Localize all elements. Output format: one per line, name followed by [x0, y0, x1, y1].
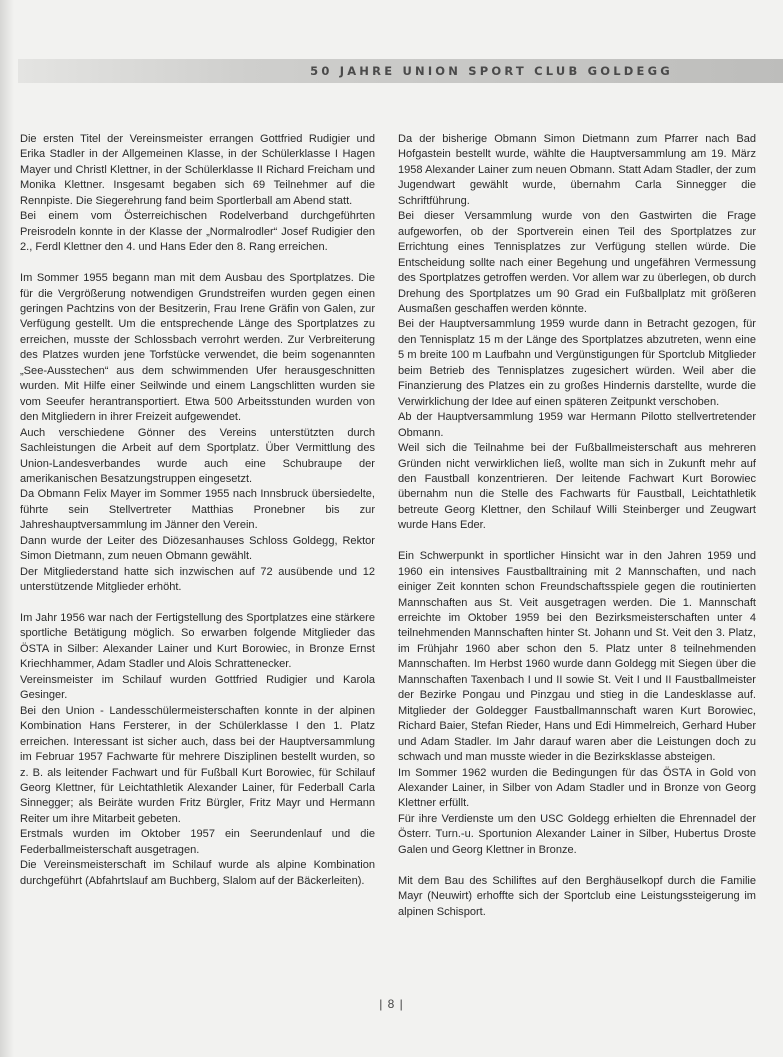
paragraph: Bei den Union - Landesschülermeisterschaften konnte in der alpinen Kombination Hans Fersterer, in der Schülerklasse I den 1. Platz erreichen. Interessant ist sicher auch, dass bei der Hauptversammlung im Februar 1957 Fachwarte für mehrere Disziplinen bestellt wurden, so z. B. als leitender Fachwart und für Fußball Kurt Borowiec, für Schilauf Georg Klettner, für Leichtathletik Alexander Lainer, für Federball Carla Sinnegger; als Beiräte wurden Fritz Bürgler, Fritz Mayr und Hermann Reiter um ihre Mitarbeit gebeten.	[20, 704, 375, 825]
paragraph: Vereinsmeister im Schilauf wurden Gottfried Rudigier und Karola Gesinger.	[20, 673, 375, 702]
paragraph: Erstmals wurden im Oktober 1957 ein Seerundenlauf und die Federballmeisterschaft ausgetragen.	[20, 828, 375, 856]
paragraph: Weil sich die Teilnahme bei der Fußballmeisterschaft aus mehreren Gründen nicht verwirklichen ließ, wollte man sich in Zukunft mehr auf den Faustball konzentrieren. Der leitende Fachwart Kurt Borowiec übernahm nun die Stelle des Fachwarts für Faustball, Leichtathletik betreute Georg Klettner, den Schilauf Willi Steinberger und Zeugwart wurde Hans Eder.	[398, 442, 756, 532]
page-edge-shadow	[0, 0, 14, 1057]
paragraph: Der Mitgliederstand hatte sich inzwischen auf 72 ausübende und 12 unterstützende Mitglieder erhöht.	[20, 565, 375, 594]
running-header-title: 50 JAHRE UNION SPORT CLUB GOLDEGG	[310, 64, 673, 78]
paragraph: Im Sommer 1955 begann man mit dem Ausbau des Sportplatzes. Die für die Vergrößerung notwendigen Grundstreifen wurden gegen einen geringen Pachtzins von der Besitzerin, Frau Irene Gräfin von Galen, zur Verfügung gestellt. Um die entsprechende Länge des Sportplatzes zu erreichen, musste der Schlossbach verrohrt werden. Zur Verbreiterung des Platzes wurden jene Torfstücke verwendet, die beim sogenannten „See-Ausstechen“ aus dem schwimmenden Ufer herausgeschnitten wurden. Mit Hilfe einer Seilwinde und einem Langschlitten wurden sie vom Seeufer herantransportiert. Etwa 500 Arbeitsstunden wurden von den Mitgliedern in ihrer Freizeit aufgewendet.	[20, 272, 375, 424]
paragraph: Da der bisherige Obmann Simon Dietmann zum Pfarrer nach Bad Hofgastein bestellt wurde, wählte die Hauptversammlung am 19. März 1958 Alexander Lainer zum neuen Obmann. Statt Adam Stadler, der zum Jugendwart gewählt wurde, übernahm Carla Sinnegger die Schriftführung.	[398, 133, 756, 207]
left-text-column	[20, 132, 375, 889]
paragraph: Bei dieser Versammlung wurde von den Gastwirten die Frage aufgeworfen, ob der Sportverein einen Teil des Sportplatzes zur Errichtung eines Tennisplatzes zur Verfügung stellen würde. Die Entscheidung sollte nach einer Begehung und ungefähren Vermessung des Sportplatzes getroffen werden. Vor allem war zu überlegen, ob durch Drehung des Sportplatzes um 90 Grad ein Fußballplatz mit größeren Ausmaßen geschaffen werden könnte.	[398, 210, 756, 315]
paragraph: Dann wurde der Leiter des Diözesanhauses Schloss Goldegg, Rektor Simon Dietmann, zum neuen Obmann gewählt.	[20, 534, 375, 563]
paragraph: Ab der Hauptversammlung 1959 war Hermann Pilotto stellvertretender Obmann.	[398, 411, 756, 439]
paragraph: Im Sommer 1962 wurden die Bedingungen für das ÖSTA in Gold von Alexander Lainer, in Silber von Adam Stadler und in Bronze von Georg Klettner erfüllt.	[398, 766, 756, 810]
paragraph: Für ihre Verdienste um den USC Goldegg erhielten die Ehrennadel der Österr. Turn.-u. Sportunion Alexander Lainer in Silber, Hubertus Droste Galen und Georg Klettner in Bronze.	[398, 812, 756, 856]
paragraph: Die ersten Titel der Vereinsmeister errangen Gottfried Rudigier und Erika Stadler in der Allgemeinen Klasse, in der Schülerklasse I Hagen Mayer und Christl Klettner, in der Schülerklasse II Richard Freicham und Monika Klettner. Insgesamt begaben sich 69 Teilnehmer auf die Rennpiste. Die Siegerehrung fand beim Sportlerball am Abend statt.	[20, 133, 375, 207]
paragraph: Im Jahr 1956 war nach der Fertigstellung des Sportplatzes eine stärkere sportliche Betätigung möglich. So erwarben folgende Mitglieder das ÖSTA in Silber: Alexander Lainer und Kurt Borowiec, in Bronze Ernst Kriechhammer, Adam Stadler und Alois Schrattenecker.	[20, 612, 375, 671]
paragraph: Auch verschiedene Gönner des Vereins unterstützten durch Sachleistungen die Arbeit auf dem Sportplatz. Über Vermittlung des Union-Landesverbandes wurde auch eine Schubraupe der amerikanischen Besatzungstruppen eingesetzt.	[20, 426, 375, 485]
paragraph: Mit dem Bau des Schiliftes auf den Berghäuselkopf durch die Familie Mayr (Neuwirt) erhoffte sich der Sportclub eine Leistungssteigerung im alpinen Schisport.	[398, 874, 756, 918]
paragraph: Ein Schwerpunkt in sportlicher Hinsicht war in den Jahren 1959 und 1960 ein intensives Faustballtraining mit 2 Mannschaften, und nach einiger Zeit konnten schon Freundschaftsspiele gegen die routinierten Mannschaften aus St. Veit ausgetragen werden. Die 1. Mannschaft erreichte im Oktober 1959 bei den Bezirksmeisterschaften unter 4 teilnehmenden Mannschaften hinter St. Johann und St. Veit den 3. Platz, im Frühjahr 1960 aber schon den 5. Platz unter 8 teilnehmenden Mannschaften. Im Herbst 1960 wurde dann Goldegg mit Siegen über die Mannschaften Taxenbach I und II sowie St. Veit I und II Faustballmeister der Bezirke Pongau und Pinzgau und stieg in die Landesklasse auf. Mitglieder der Goldegger Faustballmannschaft waren Kurt Borowiec, Richard Baier, Stefan Rieder, Hans und Edi Himmelreich, Gerhard Huber und Adam Stadler. Im Jahr darauf waren aber die Leistungen doch zu schwach und man musste wieder in die Bezirksklasse absteigen.	[398, 550, 756, 764]
page-number: | 8 |	[379, 997, 404, 1011]
paragraph: Da Obmann Felix Mayer im Sommer 1955 nach Innsbruck übersiedelte, führte sein Stellvertreter Matthias Pronebner bis zur Jahreshauptversammlung im Jänner den Verein.	[20, 488, 375, 532]
paragraph: Bei der Hauptversammlung 1959 wurde dann in Betracht gezogen, für den Tennisplatz 15 m der Länge des Sportplatzes abzutreten, wenn eine 5 m breite 100 m Laufbahn und Vergünstigungen für Sportclub Mitglieder beim Betrieb des Tennisplatzes zugesichert würden. Weil aber die Finanzierung des Platzes ein zu großes Hindernis darstellte, wurde die Verwirklichung der Idee auf einen späteren Zeitpunkt verschoben.	[398, 318, 756, 408]
paragraph: Die Vereinsmeisterschaft im Schilauf wurde als alpine Kombination durchgeführt (Abfahrtslauf am Buchberg, Slalom auf der Bäckerleiten).	[20, 859, 375, 887]
paragraph: Bei einem vom Österreichischen Rodelverband durchgeführten Preisrodeln konnte in der Klasse der „Normalrodler“ Josef Rudigier den 2., Ferdl Klettner den 4. und Hans Eder den 8. Rang erreichen.	[20, 210, 375, 254]
right-text-column	[398, 132, 756, 920]
